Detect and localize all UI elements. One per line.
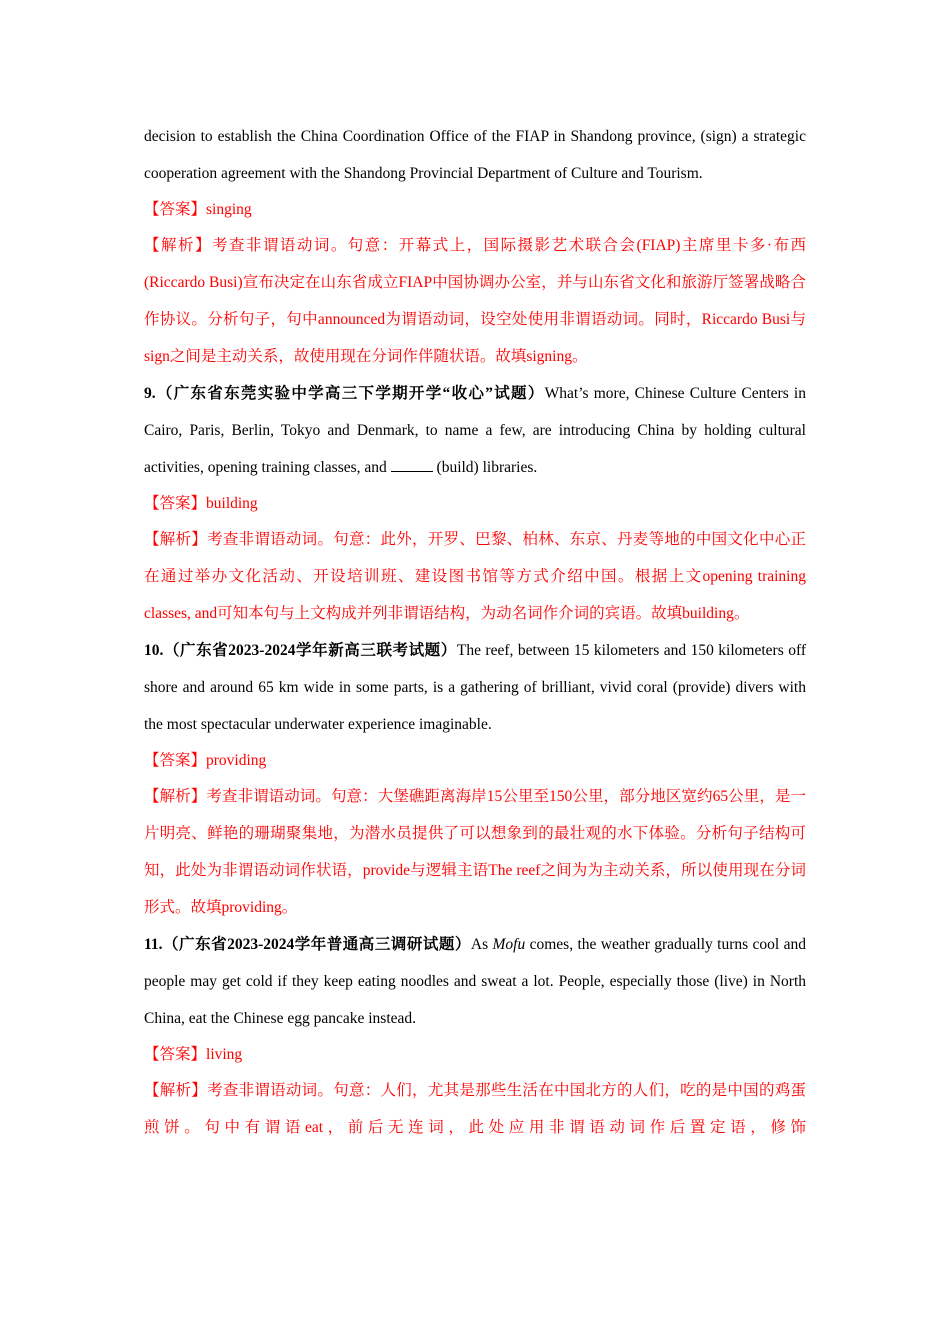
q11-analysis-label: 【解析】 (144, 1082, 208, 1099)
q10-analysis-text: 考查非谓语动词。句意：大堡礁距离海岸15公里至150公里，部分地区宽约65公里，是一片明亮、鲜艳的珊瑚聚集地，为潜水员提供了可以想象到的最壮观的水下体验。分析句子结构可知，此处为非谓语动词作状语，provide与逻辑主语The reef之间为为主动关系，所以使用现在分词形式。故填providing。 (144, 788, 806, 916)
q9-source: （广东省东莞实验中学高三下学期开学“收心”试题） (155, 385, 545, 402)
q11-analysis (144, 1072, 806, 1146)
q10-stem-text: The reef, between 15 kilometers and 150 kilometers off shore and around 65 km wide in some parts, is a gathering of brilliant, vivid coral (provide) divers with the most spectacular underwater experience imaginable. (144, 642, 806, 733)
q9-blank (391, 457, 433, 472)
q11-answer-label: 【答案】 (144, 1046, 207, 1063)
q10-answer-value: providing (206, 752, 267, 769)
q8-answer-label: 【答案】 (144, 201, 207, 218)
q8-stem: decision to establish the China Coordination Office of the FIAP in Shandong province, (sign) a strategic cooperation agreement with the Shandong Provincial Department of Culture and Tourism. (144, 128, 806, 182)
q9-answer (144, 486, 806, 521)
q11-stem-rest: comes, the weather gradually turns cool and people may get cold if they keep eating noodles and sweat a lot. People, especially those (live) in North China, eat the Chinese egg pancake instead. (144, 936, 806, 1027)
q11-analysis-text: 考查非谓语动词。句意：人们，尤其是那些生活在中国北方的人们，吃的是中国的鸡蛋煎饼。句中有谓语eat，前后无连词，此处应用非谓语动词作后置定语，修饰 (144, 1082, 806, 1136)
q11-answer-value: living (206, 1046, 243, 1063)
q8-analysis-label: 【解析】 (144, 237, 212, 254)
q9-analysis (144, 521, 806, 632)
q9-stem (144, 375, 806, 486)
q9-answer-label: 【答案】 (144, 495, 207, 512)
q9-analysis-label: 【解析】 (144, 531, 208, 548)
q8-analysis-text: 考查非谓语动词。句意：开幕式上，国际摄影艺术联合会(FIAP)主席里卡多·布西(Riccardo Busi)宣布决定在山东省成立FIAP中国协调办公室，并与山东省文化和旅游厅签署战略合作协议。分析句子，句中announced为谓语动词，设空处使用非谓语动词。同时，Riccardo Busi与sign之间是主动关系，故使用现在分词作伴随状语。故填signing。 (144, 237, 806, 365)
q10-answer-label: 【答案】 (144, 752, 207, 769)
q9-number: 9. (144, 385, 156, 402)
q10-stem (144, 632, 806, 743)
q9-stem-before: What’s more, Chinese Culture Centers in Cairo, Paris, Berlin, Tokyo and Denmark, to name a few, are introducing China by holding cultural activities, opening training classes, and (144, 385, 806, 476)
q10-source: （广东省2023-2024学年新高三联考试题） (163, 642, 457, 659)
q10-answer (144, 743, 806, 778)
q8-answer-value: singing (206, 201, 252, 218)
q9-analysis-text: 考查非谓语动词。句意：此外，开罗、巴黎、柏林、东京、丹麦等地的中国文化中心正在通过举办文化活动、开设培训班、建设图书馆等方式介绍中国。根据上文opening training classes, and可知本句与上文构成并列非谓语结构，为动名词作介词的宾语。故填building。 (144, 531, 806, 622)
document-page (144, 118, 806, 1146)
q11-stem-italic: Mofu (492, 936, 526, 953)
q9-stem-after: (build) libraries. (432, 459, 538, 476)
q11-answer (144, 1037, 806, 1072)
q8-answer (144, 192, 806, 227)
q10-analysis-label: 【解析】 (144, 788, 207, 805)
q11-number: 11. (144, 936, 163, 953)
q11-source: （广东省2023-2024学年普通高三调研试题） (162, 936, 471, 953)
q11-stem (144, 926, 806, 1037)
q9-answer-value: building (206, 495, 258, 512)
q10-analysis (144, 778, 806, 926)
q11-stem-start: As (470, 936, 493, 953)
q10-number: 10. (144, 642, 164, 659)
q8-analysis (144, 227, 806, 375)
